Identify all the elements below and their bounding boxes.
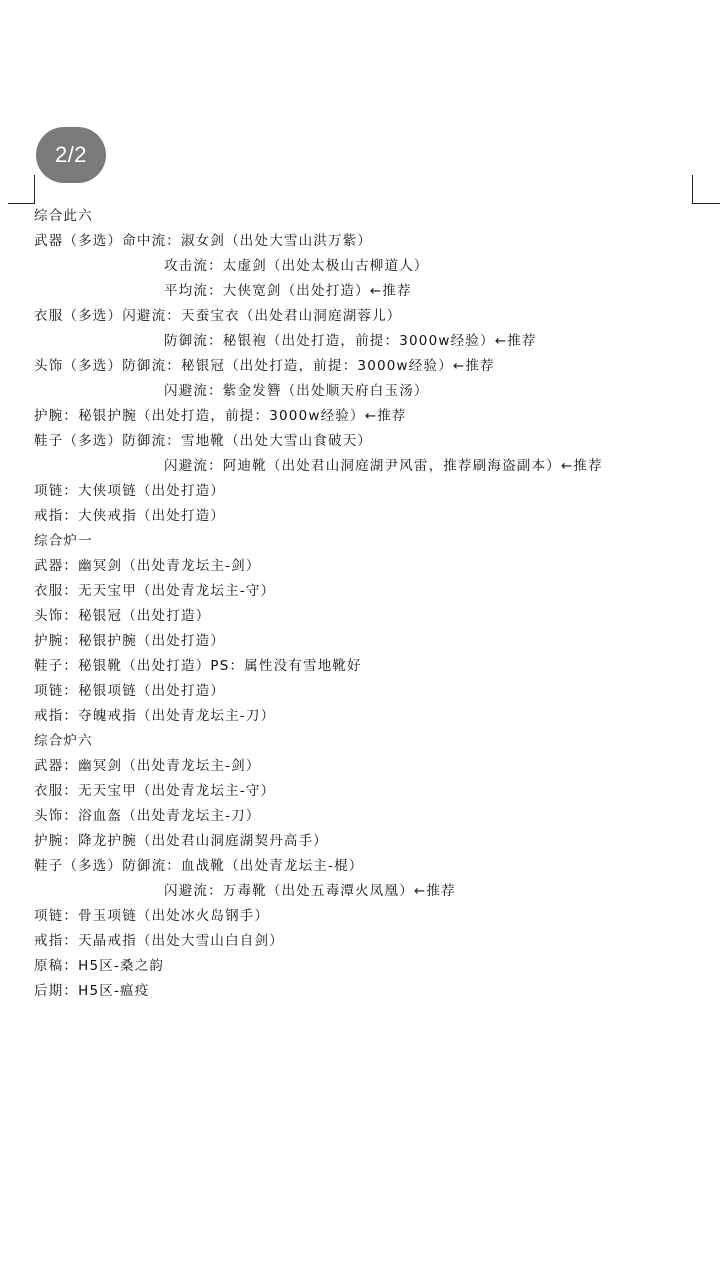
doc-line: 武器：幽冥剑（出处青龙坛主-剑） xyxy=(34,758,261,774)
doc-line: 戒指：夺魄戒指（出处青龙坛主-刀） xyxy=(34,708,276,724)
doc-line: 衣服：无天宝甲（出处青龙坛主-守） xyxy=(34,583,276,599)
doc-line: 护腕：降龙护腕（出处君山洞庭湖契丹高手） xyxy=(34,833,328,849)
doc-line: 护腕：秘银护腕（出处打造，前提：3000w经验）←推荐 xyxy=(34,408,407,424)
doc-line: 衣服（多选）闪避流：天蚕宝衣（出处君山洞庭湖蓉儿） xyxy=(34,308,402,324)
doc-line: 综合炉六 xyxy=(34,733,93,749)
doc-line: 平均流：大侠宽剑（出处打造）←推荐 xyxy=(164,283,412,299)
doc-line: 项链：大侠项链（出处打造） xyxy=(34,483,226,499)
doc-line: 综合炉一 xyxy=(34,533,93,549)
doc-line: 头饰（多选）防御流：秘银冠（出处打造，前提：3000w经验）←推荐 xyxy=(34,358,495,374)
doc-line: 后期：H5区-瘟疫 xyxy=(34,983,150,999)
doc-line: 攻击流：太虚剑（出处太极山古柳道人） xyxy=(164,258,429,274)
crop-mark-left xyxy=(8,175,35,204)
doc-line: 综合此六 xyxy=(34,208,93,224)
doc-line: 武器（多选）命中流：淑女剑（出处大雪山洪万紫） xyxy=(34,233,373,249)
document-body xyxy=(34,204,714,1004)
doc-line: 闪避流：阿迪靴（出处君山洞庭湖尹风雷，推荐刷海盗副本）←推荐 xyxy=(164,458,603,474)
doc-line: 武器：幽冥剑（出处青龙坛主-剑） xyxy=(34,558,261,574)
doc-line: 鞋子（多选）防御流：血战靴（出处青龙坛主-棍） xyxy=(34,858,364,874)
doc-line: 鞋子：秘银靴（出处打造）PS：属性没有雪地靴好 xyxy=(34,658,362,674)
doc-line: 防御流：秘银袍（出处打造，前提：3000w经验）←推荐 xyxy=(164,333,537,349)
doc-line: 闪避流：紫金发簪（出处顺天府白玉汤） xyxy=(164,383,429,399)
doc-line: 戒指：天晶戒指（出处大雪山白自剑） xyxy=(34,933,284,949)
doc-line: 头饰：浴血盔（出处青龙坛主-刀） xyxy=(34,808,261,824)
doc-line: 项链：秘银项链（出处打造） xyxy=(34,683,226,699)
doc-line: 护腕：秘银护腕（出处打造） xyxy=(34,633,226,649)
doc-line: 闪避流：万毒靴（出处五毒潭火凤凰）←推荐 xyxy=(164,883,456,899)
doc-line: 原稿：H5区-桑之韵 xyxy=(34,958,165,974)
page-indicator-badge: 2/2 xyxy=(36,127,106,183)
doc-line: 项链：骨玉项链（出处冰火岛钢手） xyxy=(34,908,270,924)
doc-line: 鞋子（多选）防御流：雪地靴（出处大雪山食破天） xyxy=(34,433,373,449)
doc-line: 头饰：秘银冠（出处打造） xyxy=(34,608,211,624)
crop-mark-right xyxy=(692,175,720,204)
doc-line: 衣服：无天宝甲（出处青龙坛主-守） xyxy=(34,783,276,799)
doc-line: 戒指：大侠戒指（出处打造） xyxy=(34,508,226,524)
